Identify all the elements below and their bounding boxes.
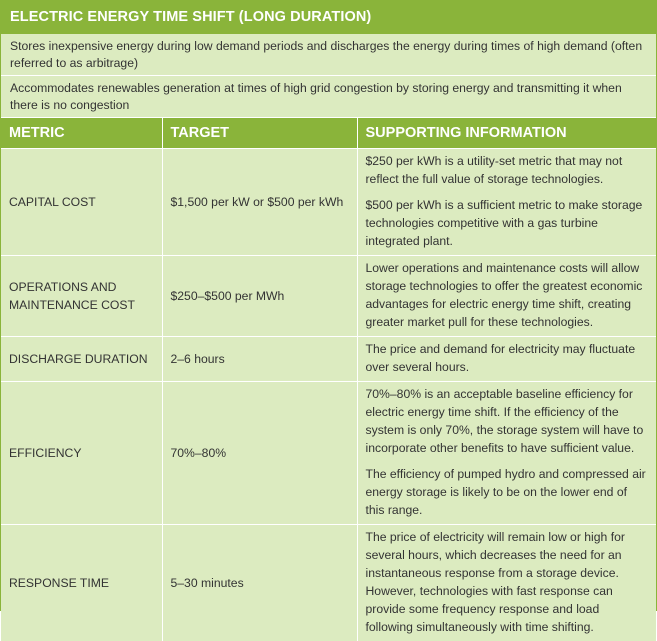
info-paragraph: Lower operations and maintenance costs will allow storage technologies to offer the greatest economic advantages for electric energy time shift, creating greater market pull for these technologies. bbox=[365, 260, 643, 329]
description-1: Stores inexpensive energy during low demand periods and discharges the energy during times of high demand (often referred to as arbitrage) bbox=[1, 34, 656, 76]
info-paragraph: The price of electricity will remain low or high for several hours, which decreases the need for an instantaneous response from a storage device. However, technologies with fast response can provide some frequency response and load following simultaneously with time shifting. bbox=[365, 529, 625, 634]
header-metric: METRIC bbox=[1, 118, 162, 148]
table-row bbox=[1, 524, 656, 641]
info-paragraph: The price and demand for electricity may fluctuate over several hours. bbox=[365, 341, 636, 374]
metric-cell: DISCHARGE DURATION bbox=[1, 336, 162, 381]
info-paragraph: 70%–80% is an acceptable baseline efficiency for electric energy time shift. If the efficiency of the system is only 70%, the storage system will have to incorporate other benefits to have sufficient value. bbox=[365, 386, 644, 455]
target-cell: 70%–80% bbox=[162, 381, 357, 524]
table-row bbox=[1, 255, 656, 336]
table-row bbox=[1, 381, 656, 524]
metric-cell: EFFICIENCY bbox=[1, 381, 162, 524]
target-cell: $1,500 per kW or $500 per kWh bbox=[162, 148, 357, 255]
info-cell bbox=[357, 524, 656, 641]
metric-cell: CAPITAL COST bbox=[1, 148, 162, 255]
header-row bbox=[1, 118, 656, 148]
info-cell bbox=[357, 255, 656, 336]
table-row bbox=[1, 148, 656, 255]
target-cell: $250–$500 per MWh bbox=[162, 255, 357, 336]
header-supporting-information: SUPPORTING INFORMATION bbox=[357, 118, 656, 148]
info-paragraph: $500 per kWh is a sufficient metric to make storage technologies competitive with a gas turbine integrated plant. bbox=[365, 197, 643, 248]
info-cell bbox=[357, 148, 656, 255]
target-cell: 5–30 minutes bbox=[162, 524, 357, 641]
table-title: ELECTRIC ENERGY TIME SHIFT (LONG DURATION) bbox=[1, 1, 656, 34]
description-2: Accommodates renewables generation at times of high grid congestion by storing energy and transmitting it when there is no congestion bbox=[1, 76, 656, 118]
metric-cell: OPERATIONS AND MAINTENANCE COST bbox=[1, 255, 162, 336]
table-row bbox=[1, 336, 656, 381]
metric-cell: RESPONSE TIME bbox=[1, 524, 162, 641]
header-target: TARGET bbox=[162, 118, 357, 148]
info-cell bbox=[357, 336, 656, 381]
info-cell bbox=[357, 381, 656, 524]
info-paragraph: $250 per kWh is a utility-set metric that may not reflect the full value of storage technologies. bbox=[365, 153, 623, 186]
target-cell: 2–6 hours bbox=[162, 336, 357, 381]
info-paragraph: The efficiency of pumped hydro and compressed air energy storage is likely to be on the lower end of this range. bbox=[365, 466, 646, 517]
metrics-table bbox=[1, 118, 656, 641]
